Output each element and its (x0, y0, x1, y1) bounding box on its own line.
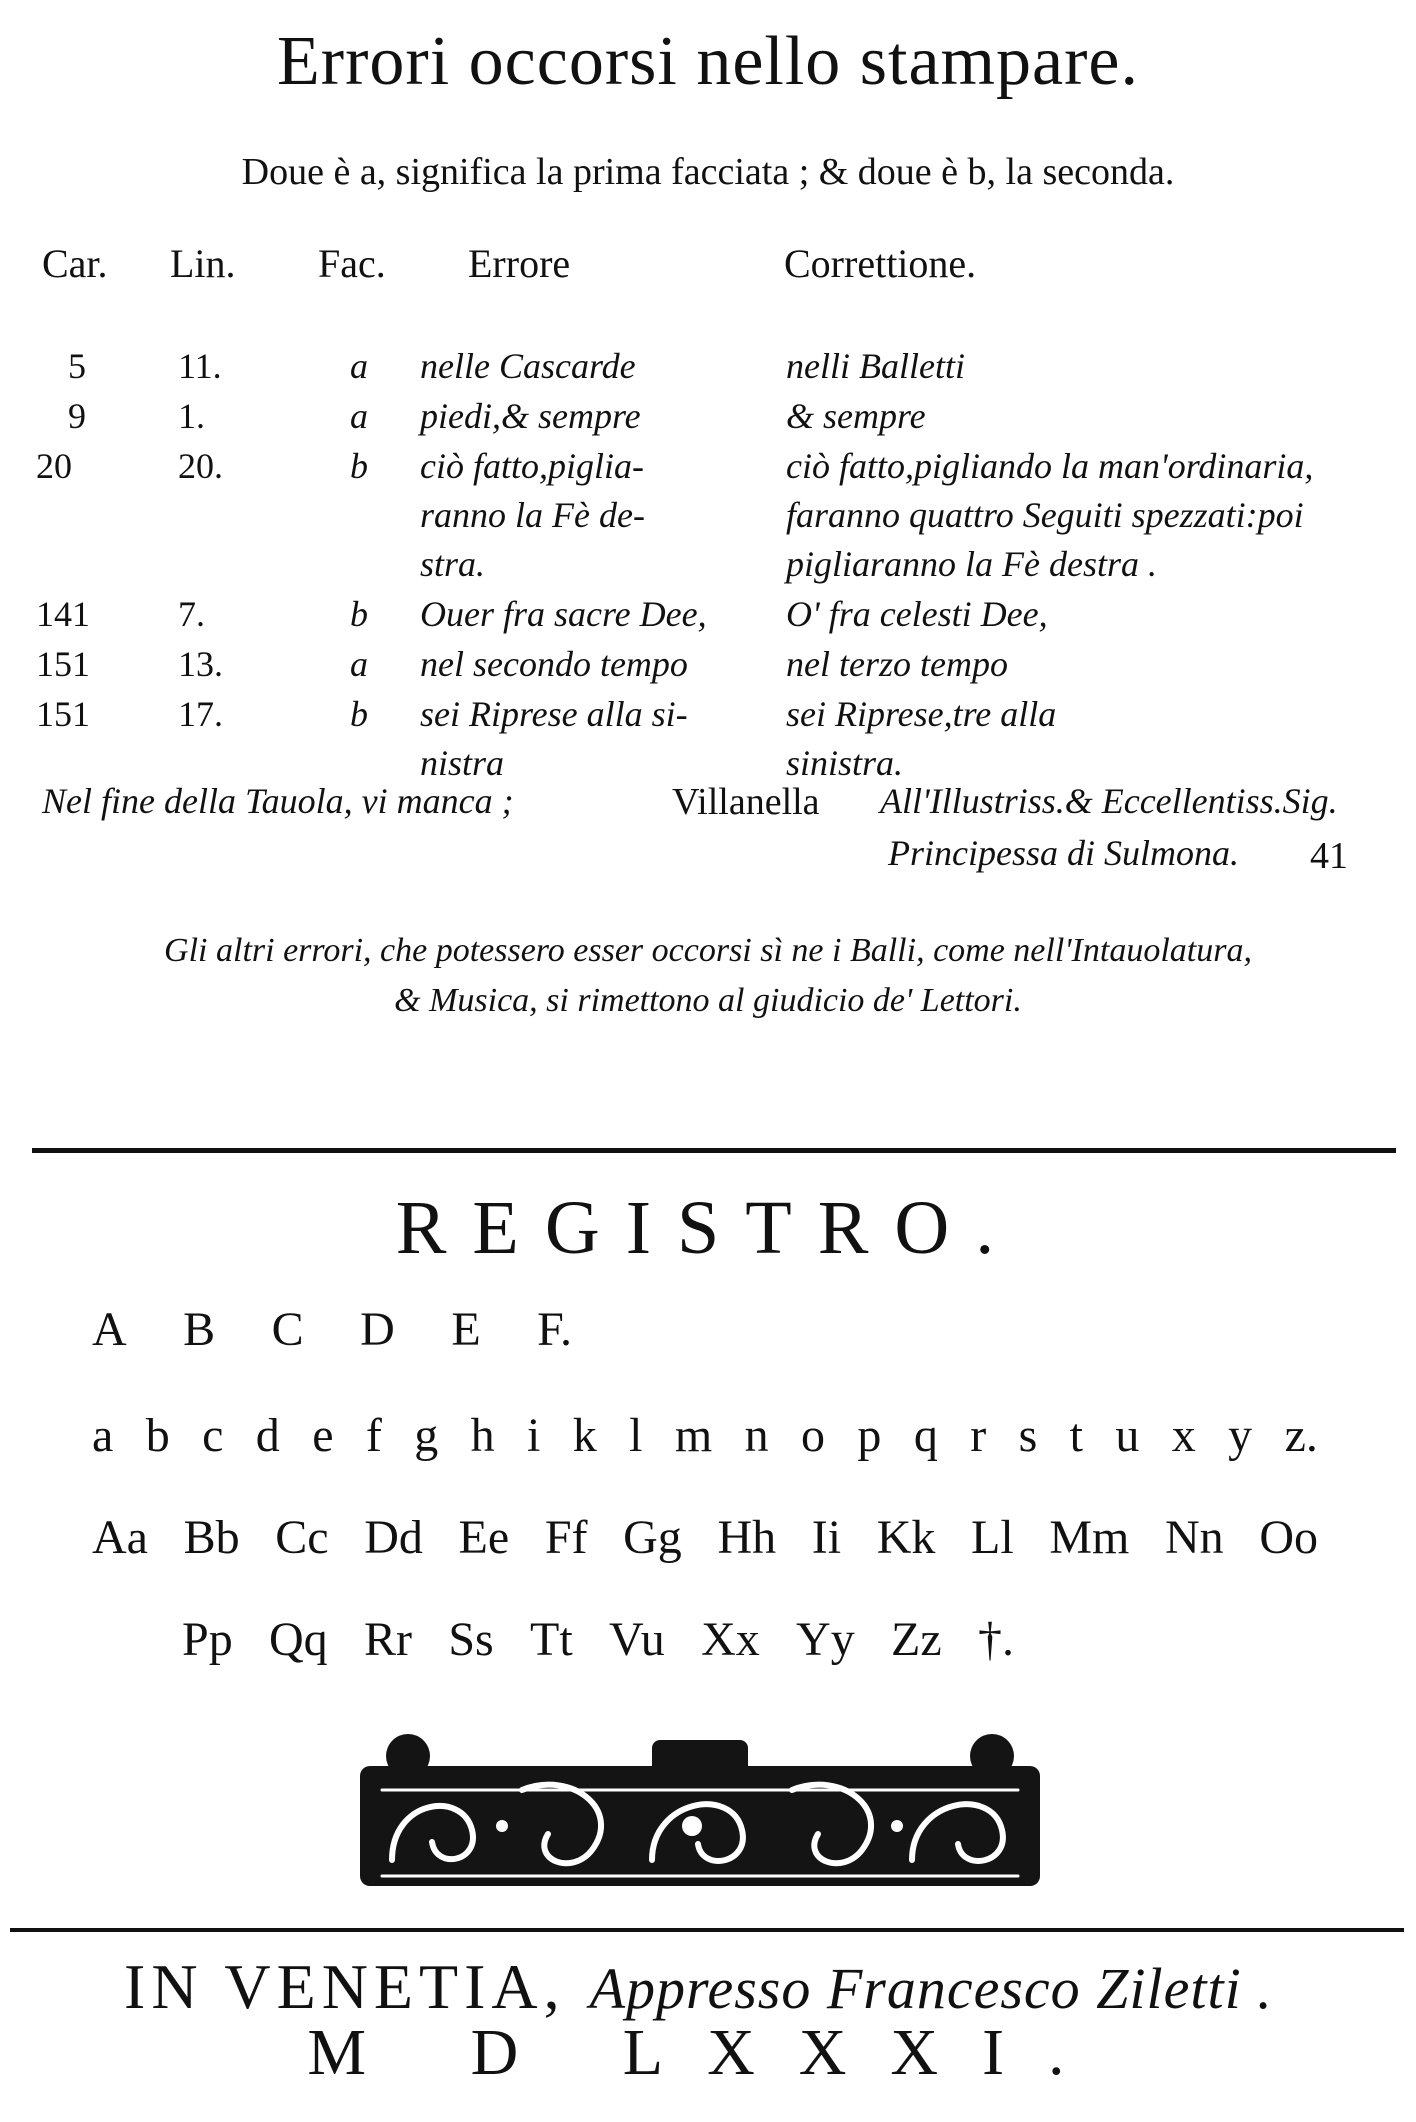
cell-correttione: nel terzo tempo (786, 644, 1008, 684)
header-correttione: Correttione. (784, 241, 977, 286)
registro-signature: g (414, 1409, 439, 1462)
cell-errore: ranno la Fè de- (420, 495, 645, 535)
cell-car: 20 (36, 446, 72, 486)
registro-signature: Xx (701, 1613, 760, 1666)
registro-signature: y (1228, 1409, 1253, 1462)
cell-car: 9 (68, 396, 86, 436)
registro-signature: p (857, 1409, 882, 1462)
registro-signature: Vu (608, 1613, 665, 1666)
registro-row-4 (182, 1612, 1014, 1667)
registro-signature: m (674, 1409, 713, 1462)
cell-lin: 13. (178, 644, 223, 684)
cell-errore: ciò fatto,piglia- (420, 446, 644, 486)
registro-signature: l (629, 1409, 643, 1462)
registro-signature: Cc (275, 1511, 329, 1564)
registro-signature: A (92, 1303, 127, 1356)
registro-signature: Mm (1049, 1511, 1130, 1564)
cell-correttione: nelli Balletti (786, 346, 965, 386)
missing-lead: Nel fine della Tauola, vi manca ; (42, 781, 514, 821)
missing-page: 41 (1310, 835, 1348, 877)
registro-signature: Bb (183, 1511, 240, 1564)
cell-correttione: ciò fatto,pigliando la man'ordinaria, (786, 446, 1314, 486)
registro-signature: B (183, 1303, 216, 1356)
cell-fac: a (350, 396, 368, 436)
registro-signature: d (255, 1409, 280, 1462)
header-car: Car. (42, 241, 108, 286)
cell-errore: Ouer fra sacre Dee, (420, 594, 707, 634)
missing-dedication-1: All'Illustriss.& Eccellentiss.Sig. (880, 781, 1338, 821)
cell-correttione: O' fra celesti Dee, (786, 594, 1048, 634)
imprint-date: M D LXXXI. (307, 2016, 1109, 2089)
cell-correttione: sei Riprese,tre alla (786, 694, 1057, 734)
cell-car: 151 (36, 694, 90, 734)
cell-errore: nelle Cascarde (420, 346, 636, 386)
registro-signature: a (92, 1409, 114, 1462)
cell-fac: b (350, 694, 368, 734)
note-line-2: & Musica, si rimettono al giudicio de' Lettori. (394, 982, 1022, 1019)
subtitle: Doue è a, significa la prima facciata ; & doue è b, la seconda. (241, 151, 1175, 193)
cell-errore: stra. (420, 544, 486, 584)
registro-signature: C (271, 1303, 304, 1356)
registro-signature: Ll (971, 1511, 1014, 1564)
page-title: Errori occorsi nello stampare. (277, 23, 1139, 100)
cell-errore: piedi,& sempre (420, 396, 641, 436)
cell-correttione: pigliaranno la Fè destra . (786, 544, 1157, 584)
imprint-printer: Appresso Francesco Ziletti . (589, 1956, 1273, 2021)
registro-signature: z. (1284, 1409, 1318, 1462)
cell-errore: sei Riprese alla si- (420, 694, 688, 734)
registro-signature: Tt (530, 1613, 573, 1666)
registro-signature: Ss (448, 1613, 494, 1666)
registro-signature: Pp (182, 1613, 233, 1666)
header-lin: Lin. (170, 241, 236, 286)
registro-signature: i (527, 1409, 541, 1462)
registro-signature: Ff (544, 1511, 588, 1564)
ornament (352, 1730, 1048, 1906)
registro-signature: Aa (92, 1511, 148, 1564)
cell-lin: 20. (178, 446, 223, 486)
registro-signature: Kk (876, 1511, 936, 1564)
cell-errore: nel secondo tempo (420, 644, 688, 684)
registro-signature: Ee (458, 1511, 510, 1564)
registro-signature: r (970, 1409, 987, 1462)
registro-signature: Zz (891, 1613, 942, 1666)
registro-signature: Rr (364, 1613, 412, 1666)
cell-correttione: faranno quattro Seguiti spezzati:poi (786, 495, 1304, 535)
registro-signature: Yy (796, 1613, 855, 1666)
registro-signature: q (913, 1409, 938, 1462)
registro-signature: t (1069, 1409, 1083, 1462)
cell-lin: 1. (178, 396, 205, 436)
cell-fac: a (350, 346, 368, 386)
cell-lin: 11. (178, 346, 222, 386)
registro-signature: Hh (717, 1511, 777, 1564)
registro-signature: f (365, 1409, 382, 1462)
cell-lin: 7. (178, 594, 205, 634)
registro-signature: n (744, 1409, 769, 1462)
registro-signature: Dd (364, 1511, 423, 1564)
registro-signature: Gg (623, 1511, 682, 1564)
registro-signature: o (801, 1409, 826, 1462)
imprint-line (124, 1950, 1273, 2024)
divider-bottom (10, 1928, 1404, 1932)
registro-signature: E (451, 1303, 481, 1356)
registro-signature: Ii (811, 1511, 842, 1564)
registro-signature: e (312, 1409, 334, 1462)
cell-correttione: & sempre (786, 396, 926, 436)
cell-errore: nistra (420, 743, 505, 783)
registro-signature: k (572, 1409, 597, 1462)
registro-row-1 (92, 1302, 572, 1357)
registro-signature: s (1018, 1409, 1038, 1462)
registro-row-2 (92, 1408, 1318, 1463)
registro-row-3 (92, 1510, 1318, 1565)
registro-signature: x (1171, 1409, 1196, 1462)
missing-dedication-2: Principessa di Sulmona. (888, 833, 1239, 873)
registro-signature: D (360, 1303, 395, 1356)
missing-word: Villanella (672, 781, 820, 823)
registro-signature: F. (537, 1303, 572, 1356)
cell-lin: 17. (178, 694, 223, 734)
registro-signature: c (202, 1409, 224, 1462)
header-errore: Errore (468, 241, 571, 286)
registro-signature: †. (977, 1613, 1014, 1666)
registro-signature: b (145, 1409, 170, 1462)
imprint-city: IN VENETIA, (124, 1951, 566, 2022)
registro-title: REGISTRO. (395, 1186, 1021, 1270)
registro-signature: h (470, 1409, 495, 1462)
cell-fac: a (350, 644, 368, 684)
cell-car: 5 (68, 346, 86, 386)
registro-signature: Oo (1259, 1511, 1318, 1564)
cell-car: 151 (36, 644, 90, 684)
cell-fac: b (350, 446, 368, 486)
registro-signature: Qq (269, 1613, 328, 1666)
header-fac: Fac. (318, 241, 386, 286)
cell-fac: b (350, 594, 368, 634)
cell-car: 141 (36, 594, 90, 634)
cell-correttione: sinistra. (786, 743, 904, 783)
registro-signature: u (1115, 1409, 1140, 1462)
divider-top (32, 1148, 1396, 1153)
registro-signature: Nn (1165, 1511, 1224, 1564)
note-line-1: Gli altri errori, che potessero esser occorsi sì ne i Balli, come nell'Intauolatura, (164, 932, 1252, 969)
